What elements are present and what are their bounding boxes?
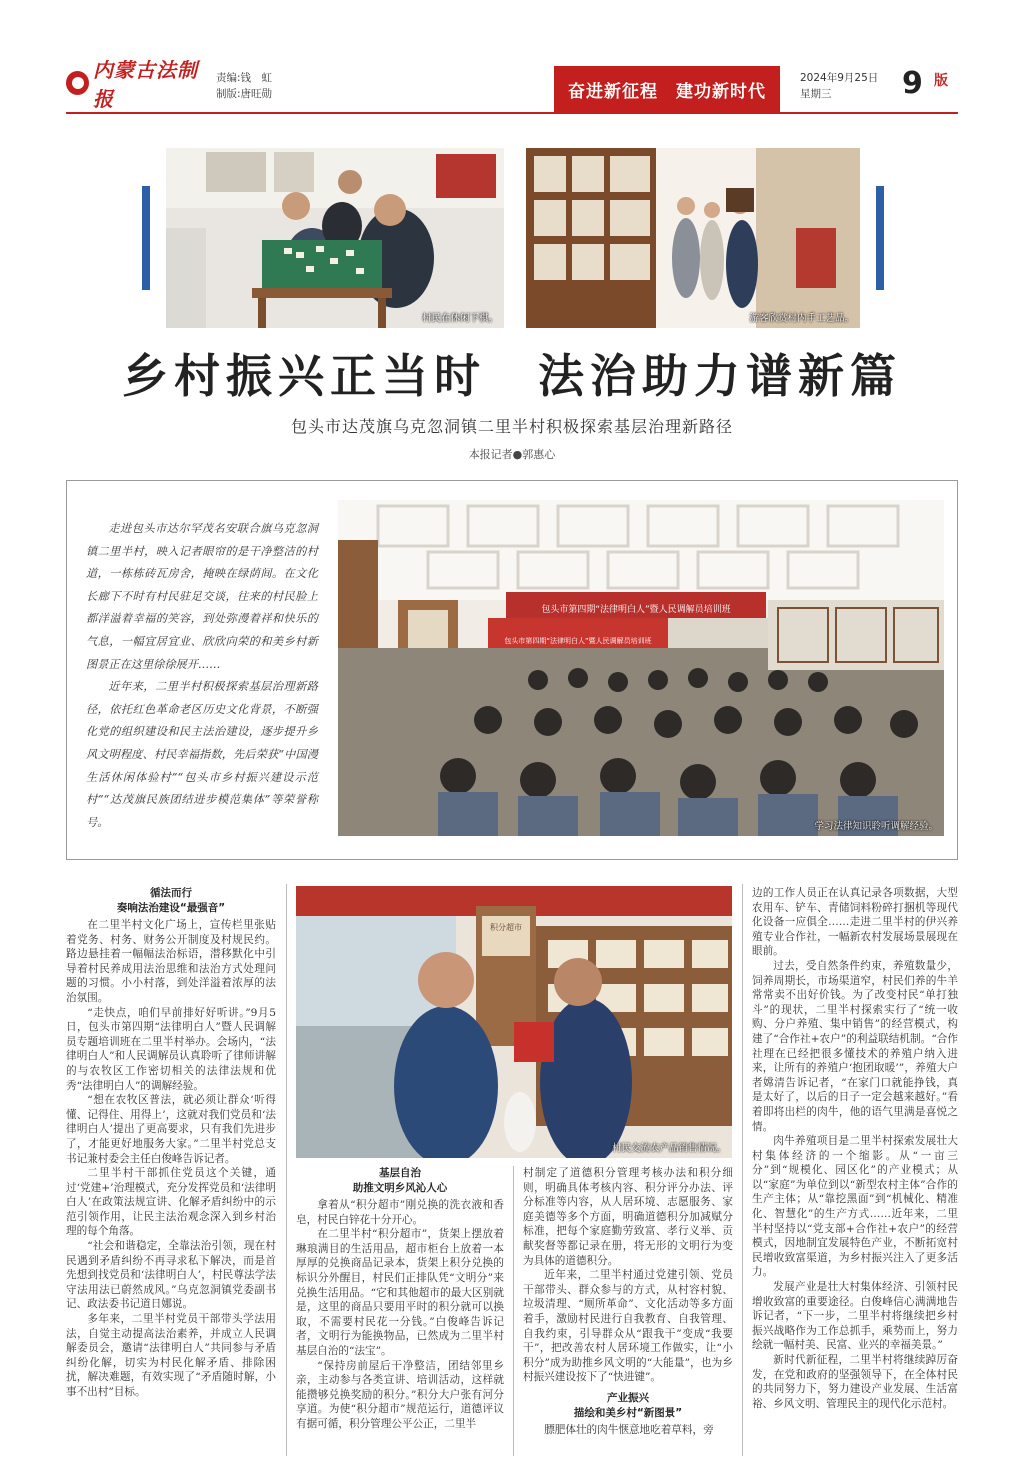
left-accent-bar [142,186,150,290]
photo-handicraft-visitors [526,148,860,328]
intro-text [86,518,318,834]
body-paragraph: 边的工作人员正在认真记录各项数据，大型农用车、铲车、青储饲料粉碎打捆机等现代化设备一应俱全……走进二里半村的伊兴养殖专业合作社，一幅新农村发展场景展现在眼前。 [752,887,958,958]
body-paragraph: “保持房前屋后干净整洁，团结邻里乡亲，主动参与各类宣讲、培训活动，这样就能攒够兑换奖励的积分。”积分大户张有河分享道。为使“积分超市”规范运行，道德评议有据可循，积分管理公平公正，二里半 [296,1359,504,1430]
weekday-text: 星期三 [800,88,832,100]
column-4 [752,886,958,1411]
section-1-subtitle: 奏响法治建设“最强音” [116,902,226,914]
photo-villagers-chess [166,148,504,328]
intro-paragraph: 近年来，二里半村积极探索基层治理新路径，依托红色革命老区历史文化背景，不断强化党的组织建设和民主法治建设，逐步提升乡风文明程度、村民幸福指数，先后荣获“中国漫生活休闲体验村”“包头市乡村振兴建设示范村”“达茂旗民族团结进步模范集体”等荣誉称号。 [86,680,318,829]
body-paragraph: 多年来，二里半村党员干部带头学法用法，自觉主动提高法治素养，并成立人民调解委员会，邀请“法律明白人”共同参与矛盾纠纷化解，切实为村民化解矛盾、排除困扰，解决难题，有效实现了“矛盾随时解，小事不出村”目标。 [66,1313,276,1398]
paper-name: 内蒙古法制报 [93,58,199,111]
caption-top-right: 游客欣赏村内手工艺品。 [749,313,854,324]
column-3 [523,1166,733,1438]
editor-credits [216,70,272,102]
body-paragraph: 膘肥体壮的肉牛惬意地吃着草料，旁 [544,1423,714,1436]
page-number: 9 [902,66,923,101]
chess-scene-image [166,148,504,328]
body-paragraph: 在二里半村文化广场上，宣传栏里张贴着党务、村务、财务公开制度及村规民约。路边悬挂着一幅幅法治标语，潜移默化中引导着村民养成用法治思维和法治方式处理问题的习惯。小小村落，到处洋溢着浓厚的法治氛围。 [66,919,276,1004]
photo-training-session [338,500,944,836]
column-1 [66,886,276,1400]
date-text: 2024年9月25日 [800,72,879,84]
right-accent-bar [876,186,884,290]
article-subhead: 包头市达茂旗乌克忽洞镇二里半村积极探索基层治理新路径 [290,417,733,436]
body-paragraph: 近年来，二里半村通过党建引领、党员干部带头、群众参与的方式，从村容村貌、垃圾清理、“厕所革命”、文化活动等多方面着手，激励村民进行自我教育、自我管理、自我约束，引导群众从“跟我干”变成“我要干”，把改善农村人居环境工作做实，让“小积分”成为助推乡风文明的“大能量”，也为乡村振兴建设按下了“快进键”。 [523,1269,733,1384]
body-paragraph: 拿着从“积分超市”刚兑换的洗衣液和香皂，村民白锌花十分开心。 [296,1199,504,1226]
column-divider [286,884,287,1456]
issue-date [800,70,878,102]
caption-main-photo: 学习法律知识聆听调解经验。 [814,821,938,832]
body-paragraph: 在二里半村“积分超市”，货架上摆放着琳琅满目的生活用品，超市柜台上放着一本厚厚的兑换商品记录本，货架上积分兑换的标识分外醒目，村民们正排队凭“文明分”来兑换生活用品。“它和其他超市的最大区别就是，这里的商品只要用平时的积分就可以换取，不需要村民花一分钱。”白俊峰告诉记者，文明行为能换物品，已然成为二里半村基层自治的“法宝”。 [296,1228,504,1357]
column-divider [742,884,743,1456]
body-paragraph: “社会和谐稳定，全靠法治引领，现在村民遇到矛盾纠纷不再寻求私下解决，而是首先想到找党员和‘法律明白人’，村民尊法学法守法用法已蔚然成风。”乌克忽洞镇党委副书记、政法委书记道日娜说。 [66,1240,276,1311]
body-paragraph: 新时代新征程，二里半村将继续踔厉奋发，在党和政府的坚强领导下，在全体村民的共同努力下，努力建设产业发展、生活富裕、乡风文明、管理民主的现代化示范村。 [752,1354,958,1410]
caption-top-left: 村民在休闲下棋。 [421,313,498,324]
screen-text: 包头市第四期“法律明白人”暨人民调解员培训班 [504,637,652,645]
body-paragraph: “想在农牧区普法，就必须让群众‘听得懂、记得住、用得上’，这就对我们党员和‘法律明白人’提出了更高要求，只有我们先进步了，才能更好地服务大家。”二里半村党总支书记兼村委会主任白俊峰告诉记者。 [66,1094,276,1165]
section-2-subtitle: 助推文明乡风沁人心 [352,1182,448,1194]
article-byline: 本报记者●郭惠心 [468,448,556,461]
body-paragraph: 发展产业是壮大村集体经济、引领村民增收致富的重要途径。白俊峰信心满满地告诉记者，“下一步，二里半村将继续把乡村振兴战略作为工作总抓手，乘势而上，努力绘就一幅村美、民富、业兴的幸福美景。” [752,1281,958,1352]
article-headline: 乡村振兴正当时 法治助力谱新篇 [122,349,902,403]
caption-middle-photo: 村民交流农产品销售情况。 [611,1143,726,1154]
section-3-subtitle: 描绘和美乡村“新图景” [573,1406,683,1419]
body-paragraph: 村制定了道德积分管理考核办法和积分细则，明确具体考核内容、积分评分办法、评分标准等内容，从人居环境、志愿服务、家庭美德等多个方面，明确道德积分加减赋分标准，把每个家庭勤劳致富、孝行义举、贡献奖督等都记录在册，将无形的文明行为变为具体的道德积分。 [523,1167,733,1267]
shop-sign-text: 积分超市 [490,923,522,932]
logo-emblem-icon [66,71,89,95]
produce-sales-image [296,886,732,1158]
slogan-banner: 奋进新征程 建功新时代 [554,66,780,112]
body-paragraph: 过去，受自然条件约束，养殖数量少，饲养周期长，市场渠道窄，村民们养的牛羊常常卖不出好价钱。为了改变村民“单打独斗”的现状，二里半村探索实行了“统一收购、分户养殖、集中销售”的经营模式，构建了“合作社+农户”的利益联结机制。“合作社理在已经把很多懂技术的养殖户纳入进来，让所有的养殖户‘抱团取暖’”，养殖大户者嫦清告诉记者，“在家门口就能挣钱，真是太好了，以后的日子一定会越来越好。”看着即将出栏的肉牛，他的语气里满是喜悦之情。 [752,959,958,1133]
newspaper-logo [66,58,214,111]
body-paragraph: “走快点，咱们早前排好好听讲。”9月5日，包头市第四期“法律明白人”暨人民调解员专题培训班在二里半村举办。会场内，“法律明白人”和人民调解员认真聆听了律师讲解的与农牧区工作密切相关的法律法规和优秀“法律明白人”的调解经验。 [66,1006,276,1092]
intro-paragraph: 走进包头市达尔罕茂名安联合旗乌克忽洞镇二里半村，映入记者眼帘的是干净整洁的村道，一栋栋砖瓦房舍，掩映在绿荫间。在文化长廊下不时有村民驻足交谈，往来的村民脸上都洋溢着幸福的笑容，到处弥漫着祥和快乐的气息，一幅宜居宜业、欣欣向荣的和美乡村新图景正在这里徐徐展开…… [86,522,318,671]
column-2 [296,1166,504,1432]
section-2-title: 基层自治 [379,1167,421,1179]
banner-text: 包头市第四期“法律明白人”暨人民调解员培训班 [541,605,731,615]
column-divider [513,1166,514,1456]
training-hall-image [338,500,944,836]
masthead [66,58,958,118]
handicraft-scene-image [526,148,860,328]
body-paragraph: 二里半村干部抓住党员这个关键，通过‘党建+’治理模式，充分发挥党员和‘法律明白人’在政策法规宣讲、化解矛盾纠纷中的示范引领作用，让民主法治观念深入到乡村治理的每个角落。 [66,1167,276,1238]
page-unit: 版 [934,73,948,89]
section-3-title: 产业振兴 [607,1391,649,1404]
photo-produce-sales [296,886,732,1158]
section-1-title: 循法而行 [150,887,192,899]
body-paragraph: 肉牛养殖项目是二里半村探索发展壮大村集体经济的一个缩影。从“一亩三分”到“规模化、园区化”的产业模式；从以“家庭”为单位到以“新型农村主体”合作的生产主体；从“靠挖黑面”到“机械化、精准化、智慧化”的生产方式……近年来，二里半村坚持以“党支部+合作社+农户”的经营模式，因地制宜发展特色产业，不断拓宽村民增收致富渠道，为乡村振兴注入了更多活力。 [752,1135,958,1279]
editor-line: 责编:钱 虹 [216,72,273,84]
producer-line: 制版:唐旺勋 [216,88,273,100]
masthead-rule [66,112,958,114]
